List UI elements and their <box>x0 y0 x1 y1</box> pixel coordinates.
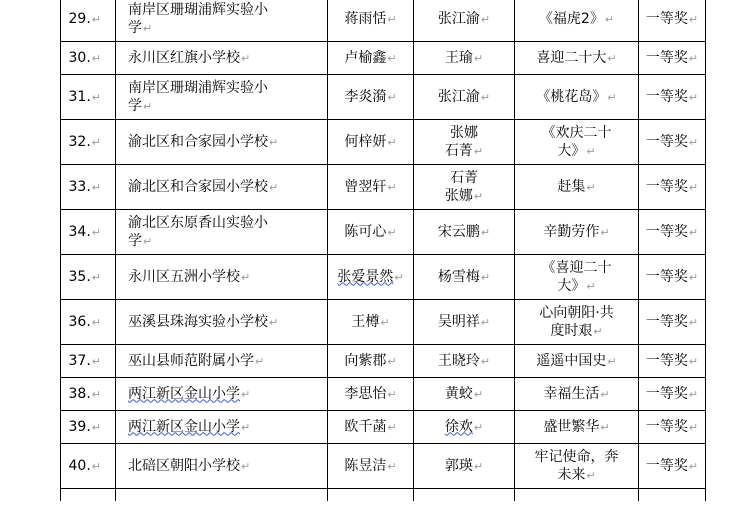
teacher-cell-text: 杨雪梅 <box>437 268 480 285</box>
school-cell <box>116 345 328 378</box>
paragraph-mark: ↵ <box>387 180 397 194</box>
award-cell-text: 一等奖 <box>645 385 688 402</box>
work-title-cell-line <box>517 448 636 466</box>
paragraph-mark: ↵ <box>387 90 397 104</box>
student-cell <box>328 42 414 75</box>
paragraph-mark: ↵ <box>586 468 596 482</box>
row-number-cell-text: 30. <box>68 49 91 66</box>
school-cell-text: 渝北区和合家园小学校 <box>128 178 268 195</box>
work-title-cell-text: 未来 <box>557 466 586 483</box>
school-cell-text: 学 <box>128 97 142 114</box>
work-title-cell-text: 幸福生活 <box>543 385 600 402</box>
work-title-cell <box>515 165 639 210</box>
paragraph-mark: ↵ <box>255 354 265 368</box>
school-cell-text: 学 <box>128 232 142 249</box>
school-cell-line <box>128 313 325 332</box>
student-cell <box>328 75 414 120</box>
row-number-cell-text: 33. <box>68 178 91 195</box>
student-cell-text: 陈昱洁 <box>344 457 387 474</box>
school-cell <box>116 378 328 411</box>
award-cell-text: 一等奖 <box>645 223 688 240</box>
school-cell-text: 巫山县师范附属小学 <box>128 352 254 369</box>
table-footer-row <box>61 489 706 502</box>
work-title-cell-line <box>517 352 636 371</box>
award-cell-text: 一等奖 <box>645 352 688 369</box>
work-title-cell-text: 《桃花岛》 <box>536 88 607 105</box>
award-cell <box>639 345 706 378</box>
paragraph-mark: ↵ <box>688 354 699 368</box>
student-cell-line <box>330 133 411 152</box>
row-number-cell <box>61 42 116 75</box>
work-title-cell-line <box>517 385 636 404</box>
work-title-cell <box>515 210 639 255</box>
award-cell <box>639 378 706 411</box>
paragraph-mark: ↵ <box>473 387 484 401</box>
row-number-cell <box>61 165 116 210</box>
award-cell <box>639 411 706 444</box>
teacher-cell-text: 王晓玲 <box>437 352 480 369</box>
school-cell <box>116 255 328 300</box>
school-cell <box>116 42 328 75</box>
work-title-cell-line <box>517 49 636 68</box>
row-number-cell-text: 38. <box>68 385 91 402</box>
student-cell-text: 王樽 <box>351 313 380 330</box>
teacher-cell-line <box>416 418 512 437</box>
school-cell-line <box>128 178 325 197</box>
row-number-cell <box>61 345 116 378</box>
paragraph-mark: ↵ <box>600 225 610 239</box>
student-cell-line <box>330 418 411 437</box>
table-row <box>61 0 706 42</box>
paragraph-mark: ↵ <box>387 459 397 473</box>
paragraph-mark: ↵ <box>688 225 699 239</box>
paragraph-mark: ↵ <box>473 51 484 65</box>
work-title-cell <box>515 255 639 300</box>
table-row <box>61 255 706 300</box>
award-cell <box>639 255 706 300</box>
school-cell-text: 永川区五洲小学校 <box>128 268 240 285</box>
paragraph-mark: ↵ <box>688 180 699 194</box>
row-number-cell-text: 29. <box>68 10 91 27</box>
teacher-cell-line <box>416 457 512 476</box>
table-row <box>61 42 706 75</box>
award-cell-text: 一等奖 <box>645 418 688 435</box>
work-title-cell-line <box>517 322 636 341</box>
row-number-cell-text: 39. <box>68 418 91 435</box>
row-number-cell-text: 35. <box>68 268 91 285</box>
teacher-cell-line <box>416 223 512 242</box>
school-cell <box>116 165 328 210</box>
paragraph-mark: ↵ <box>607 90 617 104</box>
work-title-cell-line <box>517 178 636 197</box>
paragraph-mark: ↵ <box>91 51 101 65</box>
teacher-cell-line <box>416 385 512 404</box>
school-cell-line <box>128 232 325 251</box>
row-number-cell <box>61 210 116 255</box>
teacher-cell <box>414 411 515 444</box>
paragraph-mark: ↵ <box>480 270 491 284</box>
student-cell-line <box>330 88 411 107</box>
teacher-cell-text: 郭瑛 <box>444 457 473 474</box>
paragraph-mark: ↵ <box>387 225 397 239</box>
paragraph-mark: ↵ <box>143 234 153 248</box>
student-cell-line <box>330 178 411 197</box>
student-cell-text: 李思怡 <box>344 385 387 402</box>
paragraph-mark: ↵ <box>91 180 101 194</box>
table-row <box>61 300 706 345</box>
school-cell-text: 学 <box>128 19 142 36</box>
table-row <box>61 378 706 411</box>
student-cell-line <box>330 352 411 371</box>
paragraph-mark: ↵ <box>241 51 251 65</box>
student-cell <box>328 210 414 255</box>
paragraph-mark: ↵ <box>387 135 397 149</box>
row-number-cell-text: 31. <box>68 88 91 105</box>
work-title-cell-line <box>517 277 636 296</box>
school-cell-line <box>128 79 325 97</box>
work-title-cell <box>515 0 639 42</box>
paragraph-mark: ↵ <box>586 180 596 194</box>
work-title-cell-text: 心向朝阳·共 <box>539 304 614 321</box>
teacher-cell <box>414 345 515 378</box>
work-title-cell-line <box>517 88 636 107</box>
paragraph-mark: ↵ <box>480 12 491 26</box>
teacher-cell <box>414 378 515 411</box>
school-cell <box>116 0 328 42</box>
school-cell <box>116 411 328 444</box>
teacher-cell-text: 徐欢 <box>444 418 473 435</box>
paragraph-mark: ↵ <box>387 387 397 401</box>
award-cell-text: 一等奖 <box>645 457 688 474</box>
school-cell-line <box>128 97 325 116</box>
work-title-cell-text: 赶集 <box>557 178 586 195</box>
work-title-cell <box>515 345 639 378</box>
school-cell-line <box>128 385 325 404</box>
paragraph-mark: ↵ <box>241 387 251 401</box>
paragraph-mark: ↵ <box>688 270 699 284</box>
table-row <box>61 120 706 165</box>
row-number-cell <box>61 255 116 300</box>
teacher-cell-text: 宋云鹏 <box>437 223 480 240</box>
award-cell-text: 一等奖 <box>645 49 688 66</box>
student-cell-text: 曾翌轩 <box>344 178 387 195</box>
school-cell-text: 南岸区珊瑚浦辉实验小 <box>128 79 268 96</box>
student-cell-text: 陈可心 <box>344 223 387 240</box>
work-title-cell-text: 喜迎二十大 <box>536 49 607 66</box>
row-number-cell <box>61 300 116 345</box>
work-title-cell-line <box>517 10 636 29</box>
school-cell <box>116 210 328 255</box>
work-title-cell <box>515 411 639 444</box>
teacher-cell-text: 张娜 <box>450 124 478 141</box>
paragraph-mark: ↵ <box>143 99 153 113</box>
student-cell <box>328 345 414 378</box>
school-cell-line <box>128 1 325 19</box>
school-cell <box>116 300 328 345</box>
table-row <box>61 165 706 210</box>
student-cell-text: 何梓妍 <box>344 133 387 150</box>
school-cell-line <box>128 214 325 232</box>
teacher-cell-text: 吴明祥 <box>437 313 480 330</box>
teacher-cell-line <box>416 10 512 29</box>
paragraph-mark: ↵ <box>91 270 101 284</box>
row-number-cell-text: 34. <box>68 223 91 240</box>
school-cell-line <box>128 457 325 476</box>
table-row <box>61 75 706 120</box>
award-cell-text: 一等奖 <box>645 88 688 105</box>
work-title-cell-text: 《欢庆二十 <box>541 124 612 141</box>
teacher-cell-line <box>416 313 512 332</box>
paragraph-mark: ↵ <box>607 51 617 65</box>
paragraph-mark: ↵ <box>387 12 397 26</box>
row-number-cell <box>61 411 116 444</box>
teacher-cell <box>414 210 515 255</box>
teacher-cell <box>414 75 515 120</box>
teacher-cell <box>414 165 515 210</box>
teacher-cell-text: 张江渝 <box>437 10 480 27</box>
school-cell-text: 渝北区东原香山实验小 <box>128 214 268 231</box>
work-title-cell <box>515 120 639 165</box>
school-cell-text: 永川区红旗小学校 <box>128 49 240 66</box>
teacher-cell-line <box>416 49 512 68</box>
student-cell-line <box>330 223 411 242</box>
paragraph-mark: ↵ <box>604 12 615 26</box>
paragraph-mark: ↵ <box>394 270 404 284</box>
work-title-cell-text: 《喜迎二十 <box>541 259 612 276</box>
paragraph-mark: ↵ <box>607 354 617 368</box>
paragraph-mark: ↵ <box>269 315 279 329</box>
row-number-cell-text: 40. <box>68 457 91 474</box>
school-cell-line <box>128 268 325 287</box>
row-number-cell-text: 32. <box>68 133 91 150</box>
school-cell-line <box>128 133 325 152</box>
table-row <box>61 444 706 489</box>
table-row <box>61 411 706 444</box>
work-title-cell-text: 遥遥中国史 <box>536 352 607 369</box>
paragraph-mark: ↵ <box>688 90 699 104</box>
work-title-cell-text: 大》 <box>557 277 586 294</box>
paragraph-mark: ↵ <box>586 144 596 158</box>
row-number-cell <box>61 75 116 120</box>
paragraph-mark: ↵ <box>241 270 251 284</box>
work-title-cell-line <box>517 142 636 161</box>
paragraph-mark: ↵ <box>480 90 491 104</box>
teacher-cell <box>414 300 515 345</box>
work-title-cell-text: 大》 <box>557 142 586 159</box>
work-title-cell-text: 盛世繁华 <box>543 418 600 435</box>
work-title-cell-text: 牢记使命，奔 <box>534 448 619 465</box>
paragraph-mark: ↵ <box>91 420 101 434</box>
row-number-cell <box>61 120 116 165</box>
student-cell-line <box>330 10 411 29</box>
school-cell <box>116 444 328 489</box>
paragraph-mark: ↵ <box>269 180 279 194</box>
teacher-cell <box>414 120 515 165</box>
teacher-cell-line <box>416 142 512 161</box>
work-title-cell-line <box>517 304 636 322</box>
student-cell-line <box>330 457 411 476</box>
paragraph-mark: ↵ <box>480 225 491 239</box>
award-cell <box>639 0 706 42</box>
school-cell-text: 北碚区朝阳小学校 <box>128 457 240 474</box>
school-cell-line <box>128 352 325 371</box>
paragraph-mark: ↵ <box>688 387 699 401</box>
award-cell <box>639 444 706 489</box>
award-cell-text: 一等奖 <box>645 178 688 195</box>
paragraph-mark: ↵ <box>143 21 153 35</box>
work-title-cell <box>515 42 639 75</box>
award-cell <box>639 120 706 165</box>
school-cell-line <box>128 19 325 38</box>
paragraph-mark: ↵ <box>269 135 279 149</box>
paragraph-mark: ↵ <box>473 144 484 158</box>
teacher-cell <box>414 42 515 75</box>
student-cell-text: 张爱景然 <box>337 268 394 285</box>
row-number-cell <box>61 0 116 42</box>
work-title-cell <box>515 75 639 120</box>
teacher-cell-text: 张江渝 <box>437 88 480 105</box>
teacher-cell-text: 张娜 <box>444 187 473 204</box>
teacher-cell-text: 黄蛟 <box>444 385 473 402</box>
school-cell-text: 巫溪县珠海实验小学校 <box>128 313 268 330</box>
student-cell-text: 蒋雨恬 <box>344 10 387 27</box>
student-cell <box>328 444 414 489</box>
student-cell <box>328 0 414 42</box>
student-cell-line <box>330 313 411 332</box>
paragraph-mark: ↵ <box>380 315 390 329</box>
paragraph-mark: ↵ <box>241 459 251 473</box>
paragraph-mark: ↵ <box>688 51 699 65</box>
work-title-cell-text: 度时艰 <box>550 322 593 339</box>
teacher-cell-line <box>416 124 512 142</box>
teacher-cell-line <box>416 169 512 187</box>
paragraph-mark: ↵ <box>473 459 484 473</box>
teacher-cell-text: 石菁 <box>450 169 478 186</box>
paragraph-mark: ↵ <box>688 459 699 473</box>
student-cell-text: 向紫郡 <box>344 352 387 369</box>
paragraph-mark: ↵ <box>387 51 397 65</box>
teacher-cell <box>414 444 515 489</box>
paragraph-mark: ↵ <box>91 459 101 473</box>
school-cell-line <box>128 418 325 437</box>
award-cell <box>639 300 706 345</box>
school-cell-text: 两江新区金山小学 <box>128 385 240 402</box>
teacher-cell-text: 石菁 <box>444 142 473 159</box>
award-cell-text: 一等奖 <box>645 10 688 27</box>
paragraph-mark: ↵ <box>91 315 101 329</box>
work-title-cell-text: 《福虎2》 <box>538 10 604 27</box>
work-title-cell <box>515 444 639 489</box>
award-cell-text: 一等奖 <box>645 268 688 285</box>
work-title-cell-line <box>517 418 636 437</box>
teacher-cell-line <box>416 268 512 287</box>
school-cell-text: 渝北区和合家园小学校 <box>128 133 268 150</box>
school-cell-line <box>128 49 325 68</box>
student-cell-text: 李炎漪 <box>344 88 387 105</box>
paragraph-mark: ↵ <box>688 135 699 149</box>
paragraph-mark: ↵ <box>387 354 397 368</box>
paragraph-mark: ↵ <box>473 420 484 434</box>
student-cell-text: 卢榆鑫 <box>344 49 387 66</box>
table-row <box>61 210 706 255</box>
teacher-cell-text: 王瑜 <box>444 49 473 66</box>
student-cell-line <box>330 268 411 287</box>
student-cell <box>328 300 414 345</box>
student-cell <box>328 378 414 411</box>
work-title-cell-text: 辛勤劳作 <box>543 223 600 240</box>
student-cell-text: 欧千菡 <box>344 418 387 435</box>
work-title-cell <box>515 378 639 411</box>
award-table <box>60 0 706 501</box>
award-cell <box>639 210 706 255</box>
award-cell <box>639 42 706 75</box>
award-cell-text: 一等奖 <box>645 313 688 330</box>
teacher-cell-line <box>416 88 512 107</box>
paragraph-mark: ↵ <box>688 315 699 329</box>
award-cell <box>639 165 706 210</box>
paragraph-mark: ↵ <box>241 420 251 434</box>
paragraph-mark: ↵ <box>600 387 610 401</box>
student-cell-line <box>330 49 411 68</box>
paragraph-mark: ↵ <box>91 135 101 149</box>
teacher-cell-line <box>416 187 512 206</box>
work-title-cell-line <box>517 259 636 277</box>
work-title-cell-line <box>517 466 636 485</box>
paragraph-mark: ↵ <box>600 420 610 434</box>
paragraph-mark: ↵ <box>593 324 603 338</box>
teacher-cell <box>414 0 515 42</box>
paragraph-mark: ↵ <box>91 12 101 26</box>
teacher-cell-line <box>416 352 512 371</box>
paragraph-mark: ↵ <box>480 315 491 329</box>
paragraph-mark: ↵ <box>688 420 699 434</box>
work-title-cell-line <box>517 124 636 142</box>
student-cell-line <box>330 385 411 404</box>
work-title-cell-line <box>517 223 636 242</box>
paragraph-mark: ↵ <box>91 225 101 239</box>
student-cell <box>328 120 414 165</box>
table-row <box>61 345 706 378</box>
paragraph-mark: ↵ <box>91 387 101 401</box>
school-cell <box>116 75 328 120</box>
paragraph-mark: ↵ <box>586 279 596 293</box>
paragraph-mark: ↵ <box>480 354 491 368</box>
award-cell-text: 一等奖 <box>645 133 688 150</box>
award-cell <box>639 75 706 120</box>
paragraph-mark: ↵ <box>91 354 101 368</box>
student-cell <box>328 411 414 444</box>
paragraph-mark: ↵ <box>688 12 699 26</box>
work-title-cell <box>515 300 639 345</box>
row-number-cell-text: 37. <box>68 352 91 369</box>
school-cell-text: 两江新区金山小学 <box>128 418 240 435</box>
row-number-cell <box>61 378 116 411</box>
paragraph-mark: ↵ <box>473 189 484 203</box>
paragraph-mark: ↵ <box>91 90 101 104</box>
row-number-cell <box>61 444 116 489</box>
school-cell-text: 南岸区珊瑚浦辉实验小 <box>128 1 268 18</box>
row-number-cell-text: 36. <box>68 313 91 330</box>
paragraph-mark: ↵ <box>387 420 397 434</box>
teacher-cell <box>414 255 515 300</box>
student-cell <box>328 255 414 300</box>
school-cell <box>116 120 328 165</box>
student-cell <box>328 165 414 210</box>
